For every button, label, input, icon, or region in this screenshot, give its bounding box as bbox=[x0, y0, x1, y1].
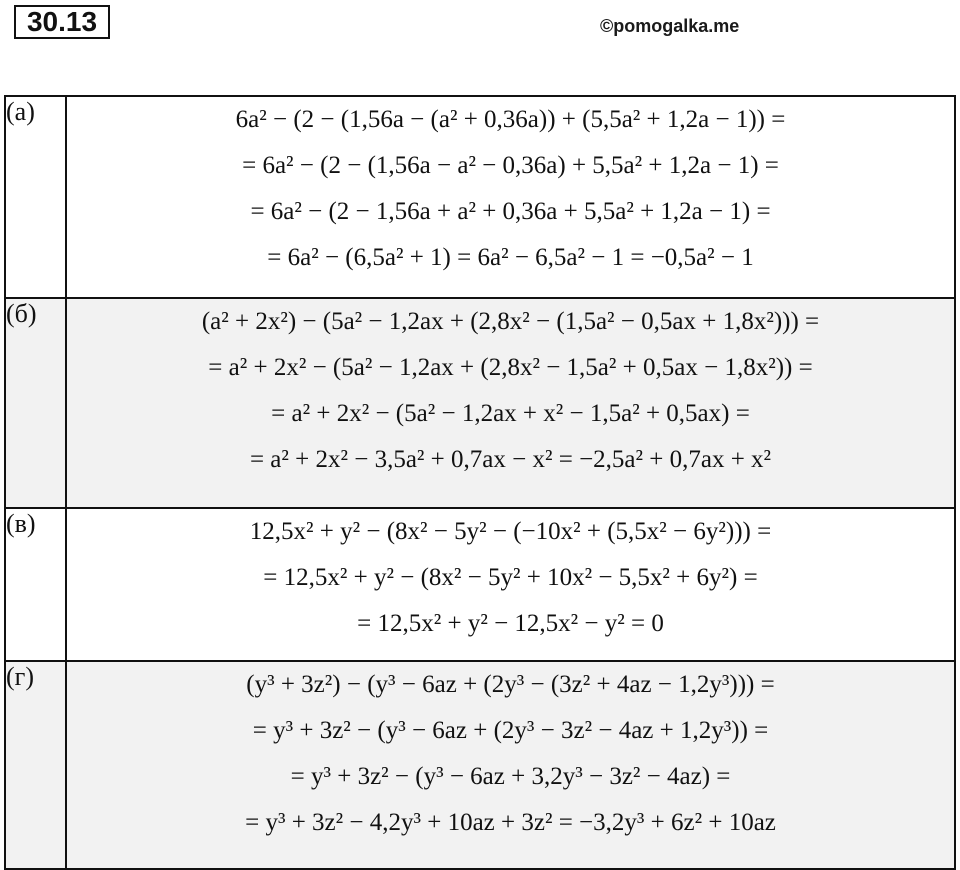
math-cell bbox=[66, 96, 955, 298]
part-label: (в) bbox=[5, 508, 66, 661]
math-line: = a² + 2x² − 3,5a² + 0,7ax − x² = −2,5a² + 0,7ax + x² bbox=[249, 446, 772, 473]
math-line: = 12,5x² + y² − (8x² − 5y² + 10x² − 5,5x² + 6y²) = bbox=[263, 564, 758, 591]
math-line: = a² + 2x² − (5a² − 1,2ax + x² − 1,5a² + 0,5ax) = bbox=[271, 400, 750, 427]
math-line: = 6a² − (2 − (1,56a − a² − 0,36a) + 5,5a² + 1,2a − 1) = bbox=[242, 152, 779, 179]
part-label: (а) bbox=[5, 96, 66, 298]
math-line: = a² + 2x² − (5a² − 1,2ax + (2,8x² − 1,5a² + 0,5ax − 1,8x²)) = bbox=[208, 354, 813, 381]
part-label: (г) bbox=[5, 661, 66, 869]
table-row bbox=[5, 508, 955, 661]
math-cell bbox=[66, 298, 955, 508]
table-row bbox=[5, 96, 955, 298]
math-line: 12,5x² + y² − (8x² − 5y² − (−10x² + (5,5x² − 6y²))) = bbox=[249, 518, 772, 545]
watermark: ©pomogalka.me bbox=[600, 16, 740, 36]
math-line: = 12,5x² + y² − 12,5x² − y² = 0 bbox=[357, 610, 664, 637]
math-line: = 6a² − (2 − 1,56a + a² + 0,36a + 5,5a² + 1,2a − 1) = bbox=[250, 198, 771, 225]
math-line: = y³ + 3z² − (y³ − 6az + 3,2y³ − 3z² − 4az) = bbox=[290, 763, 731, 790]
math-line: (y³ + 3z²) − (y³ − 6az + (2y³ − (3z² + 4az − 1,2y³))) = bbox=[246, 671, 775, 698]
math-line: = y³ + 3z² − 4,2y³ + 10az + 3z² = −3,2y³ + 6z² + 10az bbox=[245, 809, 776, 836]
math-line: 6a² − (2 − (1,56a − (a² + 0,36a)) + (5,5a² + 1,2a − 1)) = bbox=[235, 106, 786, 133]
table-row bbox=[5, 661, 955, 869]
math-cell bbox=[66, 661, 955, 869]
task-number: 30.13 bbox=[14, 5, 110, 39]
math-line: = y³ + 3z² − (y³ − 6az + (2y³ − 3z² − 4az + 1,2y³)) = bbox=[252, 717, 769, 744]
math-line: = 6a² − (6,5a² + 1) = 6a² − 6,5a² − 1 = −0,5a² − 1 bbox=[267, 244, 754, 271]
math-cell bbox=[66, 508, 955, 661]
math-line: (a² + 2x²) − (5a² − 1,2ax + (2,8x² − (1,5a² − 0,5ax + 1,8x²))) = bbox=[201, 308, 820, 335]
solutions-table bbox=[4, 95, 956, 870]
part-label: (б) bbox=[5, 298, 66, 508]
table-row bbox=[5, 298, 955, 508]
